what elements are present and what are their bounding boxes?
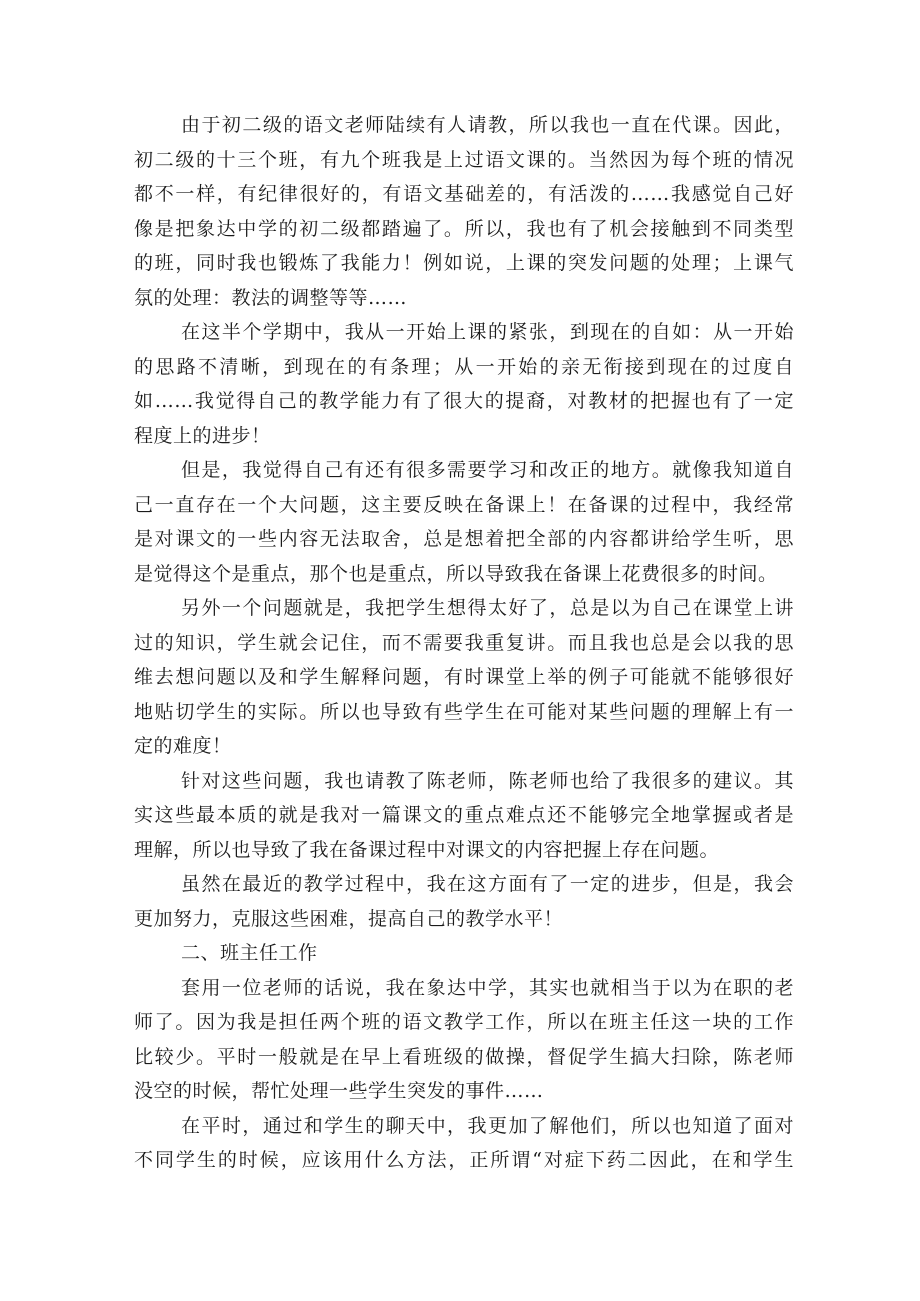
section-heading: 二、班主任工作: [181, 942, 318, 964]
text-line: 维去想问题以及和学生解释问题，有时课堂上举的例子可能就不能够很好: [134, 666, 794, 688]
text-line: 比较少。平时一般就是在早上看班级的做操，督促学生搞大扫除，陈老师: [134, 1045, 794, 1068]
text-line: 更加努力，克服这些困难，提高自己的教学水平！: [134, 907, 564, 930]
text-line: 但是，我觉得自己有还有很多需要学习和改正的地方。就像我知道自: [181, 459, 794, 481]
text-line: 是觉得这个是重点，那个也是重点，所以导致我在备课上花费很多的时间。: [134, 562, 778, 585]
text-line: 套用一位老师的话说，我在象达中学，其实也就相当于以为在职的老: [181, 976, 794, 999]
text-line: 实这些最本质的就是我对一篇课文的重点难点还不能够完全地掌握或者是: [134, 804, 794, 826]
text-line: 的思路不清晰，到现在的有条理；从一开始的亲无衔接到现在的过度自: [134, 355, 794, 378]
text-line: 都不一样，有纪律很好的，有语文基础差的，有活泼的……我感觉自己好: [134, 183, 794, 205]
text-line: 如……我觉得自己的教学能力有了很大的提裔，对教材的把握也有了一定: [134, 390, 794, 412]
text-line: 过的知识，学生就会记住，而不需要我重复讲。而且我也总是会以我的思: [134, 631, 794, 654]
text-line: 另外一个问题就是，我把学生想得太好了，总是以为自己在课堂上讲: [181, 597, 794, 619]
text-line: 初二级的十三个班，有九个班我是上过语文课的。当然因为每个班的情况: [134, 148, 794, 171]
text-line: 虽然在最近的教学过程中，我在这方面有了一定的进步，但是，我会: [181, 873, 794, 895]
text-line: 定的难度！: [134, 735, 232, 757]
text-line: 的班，同时我也锻炼了我能力！例如说，上课的突发问题的处理；上课气: [134, 252, 794, 274]
text-line: 师了。因为我是担任两个班的语文教学工作，所以在班主任这一块的工作: [134, 1011, 794, 1033]
text-line: 地贴切学生的实际。所以也导致有些学生在可能对某些问题的理解上有一: [134, 700, 794, 723]
text-line: 是对课文的一些内容无法取舍，总是想着把全部的内容都讲给学生听，思: [134, 528, 794, 550]
text-line: 理解，所以也导致了我在备课过程中对课文的内容把握上存在问题。: [134, 838, 720, 861]
text-line: 不同学生的时候，应该用什么方法，正所谓“对症下药二因此，在和学生: [134, 1149, 794, 1171]
text-line: 在平时，通过和学生的聊天中，我更加了解他们，所以也知道了面对: [181, 1114, 794, 1137]
document-body: [134, 108, 794, 1178]
text-line: 氛的处理：教法的调整等等……: [134, 286, 408, 309]
text-line: 针对这些问题，我也请教了陈老师，陈老师也给了我很多的建议。其: [181, 769, 794, 792]
text-line: 没空的时候，帮忙处理一些学生突发的事件……: [134, 1080, 544, 1102]
text-line: 由于初二级的语文老师陆续有人请教，所以我也一直在代课。因此，: [181, 114, 794, 136]
text-line: 己一直存在一个大问题，这主要反映在备课上！在备课的过程中，我经常: [134, 493, 794, 516]
text-line: 程度上的进步！: [134, 424, 271, 447]
text-line: 像是把象达中学的初二级都踏遍了。所以，我也有了机会接触到不同类型: [134, 217, 794, 240]
text-line: 在这半个学期中，我从一开始上课的紧张，到现在的自如：从一开始: [181, 321, 794, 343]
